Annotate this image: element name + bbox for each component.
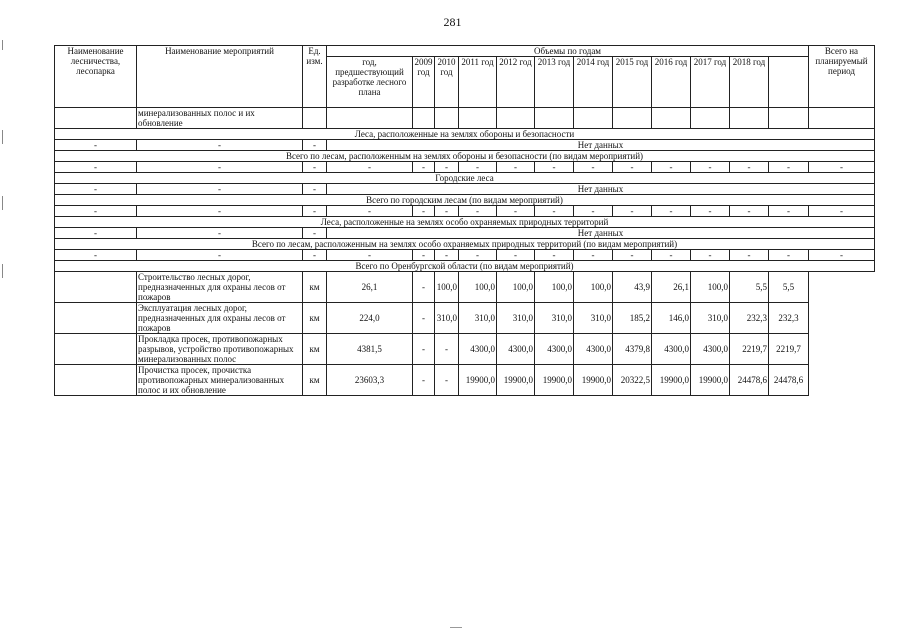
dash-cell: - <box>497 162 535 173</box>
value-cell: 146,0 <box>652 303 691 334</box>
section-total-urban: Всего по городским лесам (по видам мероприятий) <box>55 195 875 206</box>
dash-cell: - <box>137 162 303 173</box>
activity-cell: Строительство лесных дорог, предназначенных для охраны лесов от пожаров <box>137 272 303 303</box>
value-cell: 4300,0 <box>574 334 613 365</box>
total-cell: 5,5 <box>769 272 809 303</box>
value-cell: 100,0 <box>459 272 497 303</box>
dash-cell: - <box>809 250 875 261</box>
value-cell: 19900,0 <box>497 365 535 396</box>
value-cell: 185,2 <box>613 303 652 334</box>
value-cell: 100,0 <box>497 272 535 303</box>
unit-cell: км <box>303 334 327 365</box>
dash-cell: - <box>137 206 303 217</box>
dash-cell: - <box>459 250 497 261</box>
value-cell: 19900,0 <box>574 365 613 396</box>
dash-cell: - <box>535 206 574 217</box>
table-row <box>55 272 875 303</box>
no-data-text: Нет данных <box>327 184 875 195</box>
dash-cell: - <box>769 250 809 261</box>
total-cell: 232,3 <box>769 303 809 334</box>
forestry-cell <box>55 334 137 365</box>
forestry-cell <box>55 272 137 303</box>
section-title-region: Всего по Оренбургской области (по видам мероприятий) <box>55 261 875 272</box>
dash-cell: - <box>574 162 613 173</box>
value-cell: 4300,0 <box>535 334 574 365</box>
dash-cell: - <box>435 250 459 261</box>
value-cell: - <box>413 272 435 303</box>
value-cell: 310,0 <box>535 303 574 334</box>
scan-margin-mark <box>2 196 3 210</box>
dash-cell: - <box>691 250 730 261</box>
continuation-row <box>55 108 875 129</box>
value-cell: 4381,5 <box>327 334 413 365</box>
value-cell: 4300,0 <box>691 334 730 365</box>
value-cell: 5,5 <box>730 272 769 303</box>
dash-row <box>55 206 875 217</box>
header-year: 2012 год <box>497 57 535 108</box>
total-cell: 24478,6 <box>769 365 809 396</box>
dash-cell: - <box>55 162 137 173</box>
header-year: 2015 год <box>613 57 652 108</box>
no-data-row: - - - Нет данных <box>55 228 875 239</box>
dash-cell: - <box>613 162 652 173</box>
value-cell: - <box>435 365 459 396</box>
no-data-row: - - - Нет данных <box>55 184 875 195</box>
dash-cell: - <box>303 250 327 261</box>
dash-cell: - <box>691 206 730 217</box>
header-total: Всего на планируемый период <box>809 46 875 108</box>
unit-cell: км <box>303 303 327 334</box>
dash-cell: - <box>730 250 769 261</box>
value-cell: 100,0 <box>535 272 574 303</box>
forestry-cell <box>55 365 137 396</box>
dash-row <box>55 162 875 173</box>
no-data-text: Нет данных <box>327 228 875 239</box>
header-row-top <box>55 46 875 57</box>
value-cell: 19900,0 <box>652 365 691 396</box>
value-cell: - <box>435 334 459 365</box>
forest-plan-table <box>54 45 875 396</box>
table-row <box>55 365 875 396</box>
dash-cell: - <box>137 250 303 261</box>
header-forestry: Наименование лесничества, лесопарка <box>55 46 137 108</box>
dash-row <box>55 250 875 261</box>
table-row <box>55 334 875 365</box>
unit-cell: км <box>303 272 327 303</box>
dash-cell: - <box>769 162 809 173</box>
dash-cell: - <box>459 162 497 173</box>
dash-cell: - <box>55 250 137 261</box>
dash-cell: - <box>652 162 691 173</box>
value-cell: 310,0 <box>574 303 613 334</box>
value-cell: - <box>413 334 435 365</box>
forestry-cell <box>55 303 137 334</box>
dash-cell: - <box>574 206 613 217</box>
value-cell: 26,1 <box>327 272 413 303</box>
unit-cell: км <box>303 365 327 396</box>
dash-cell: - <box>497 250 535 261</box>
section-total-defense: Всего по лесам, расположенным на землях обороны и безопасности (по видам мероприятий) <box>55 151 875 162</box>
value-cell: 4300,0 <box>497 334 535 365</box>
section-title-urban: Городские леса <box>55 173 875 184</box>
no-data-text: Нет данных <box>327 140 875 151</box>
value-cell: 20322,5 <box>613 365 652 396</box>
header-year: 2009 год <box>413 57 435 108</box>
value-cell: 2219,7 <box>730 334 769 365</box>
no-data-row: - - - Нет данных <box>55 140 875 151</box>
dash-cell: - <box>809 162 875 173</box>
value-cell: 24478,6 <box>730 365 769 396</box>
dash-cell: - <box>497 206 535 217</box>
value-cell: 19900,0 <box>459 365 497 396</box>
value-cell: 4300,0 <box>652 334 691 365</box>
table-row <box>55 303 875 334</box>
value-cell: 310,0 <box>435 303 459 334</box>
header-activity: Наименование мероприятий <box>137 46 303 108</box>
value-cell: 100,0 <box>435 272 459 303</box>
dash-cell: - <box>652 206 691 217</box>
dash-cell: - <box>413 206 435 217</box>
value-cell: 26,1 <box>652 272 691 303</box>
activity-cell: Прочистка просек, прочистка противопожарных минерализованных полос и их обновление <box>137 365 303 396</box>
header-year: 2016 год <box>652 57 691 108</box>
dash-cell: - <box>535 250 574 261</box>
scan-margin-mark <box>2 264 3 278</box>
scan-margin-mark <box>2 130 3 144</box>
footer-mark <box>450 627 462 628</box>
header-year: 2013 год <box>535 57 574 108</box>
dash-cell: - <box>435 162 459 173</box>
dash-cell: - <box>652 250 691 261</box>
dash-cell: - <box>327 162 413 173</box>
header-year: 2014 год <box>574 57 613 108</box>
dash-cell: - <box>413 250 435 261</box>
value-cell: 23603,3 <box>327 365 413 396</box>
dash-cell: - <box>613 206 652 217</box>
page-number: 281 <box>443 15 462 29</box>
dash-cell: - <box>574 250 613 261</box>
dash-cell: - <box>459 206 497 217</box>
value-cell: 100,0 <box>691 272 730 303</box>
section-title-protected: Леса, расположенные на землях особо охраняемых природных территорий <box>55 217 875 228</box>
activity-cell: Прокладка просек, противопожарных разрывов, устройство противопожарных минерализованных полос <box>137 334 303 365</box>
activity-cell: Эксплуатация лесных дорог, предназначенных для охраны лесов от пожаров <box>137 303 303 334</box>
value-cell: 310,0 <box>497 303 535 334</box>
header-year: 2010 год <box>435 57 459 108</box>
value-cell: 224,0 <box>327 303 413 334</box>
continuation-text: минерализованных полос и их обновление <box>137 108 303 129</box>
value-cell: 4300,0 <box>459 334 497 365</box>
dash-cell: - <box>730 206 769 217</box>
header-year: год, предшествующий разработке лесного плана <box>327 57 413 108</box>
value-cell: 43,9 <box>613 272 652 303</box>
dash-cell: - <box>809 206 875 217</box>
dash-cell: - <box>535 162 574 173</box>
dash-cell: - <box>691 162 730 173</box>
value-cell: 19900,0 <box>535 365 574 396</box>
dash-cell: - <box>435 206 459 217</box>
section-total-protected: Всего по лесам, расположенным на землях особо охраняемых природных территорий (по видам мероприятий) <box>55 239 875 250</box>
dash-cell: - <box>303 206 327 217</box>
value-cell: - <box>413 365 435 396</box>
dash-cell: - <box>730 162 769 173</box>
value-cell: 310,0 <box>691 303 730 334</box>
dash-cell: - <box>769 206 809 217</box>
value-cell: 310,0 <box>459 303 497 334</box>
dash-cell: - <box>303 162 327 173</box>
value-cell: - <box>413 303 435 334</box>
dash-cell: - <box>327 206 413 217</box>
header-year: 2018 год <box>730 57 769 108</box>
header-year: 2011 год <box>459 57 497 108</box>
total-cell: 2219,7 <box>769 334 809 365</box>
value-cell: 232,3 <box>730 303 769 334</box>
section-title-defense: Леса, расположенные на землях обороны и безопасности <box>55 129 875 140</box>
value-cell: 19900,0 <box>691 365 730 396</box>
value-cell: 4379,8 <box>613 334 652 365</box>
value-cell: 100,0 <box>574 272 613 303</box>
header-volumes: Объемы по годам <box>327 46 809 57</box>
dash-cell: - <box>327 250 413 261</box>
dash-cell: - <box>413 162 435 173</box>
dash-cell: - <box>55 206 137 217</box>
dash-cell: - <box>613 250 652 261</box>
header-unit: Ед. изм. <box>303 46 327 108</box>
header-year: 2017 год <box>691 57 730 108</box>
scan-margin-mark <box>2 40 3 50</box>
